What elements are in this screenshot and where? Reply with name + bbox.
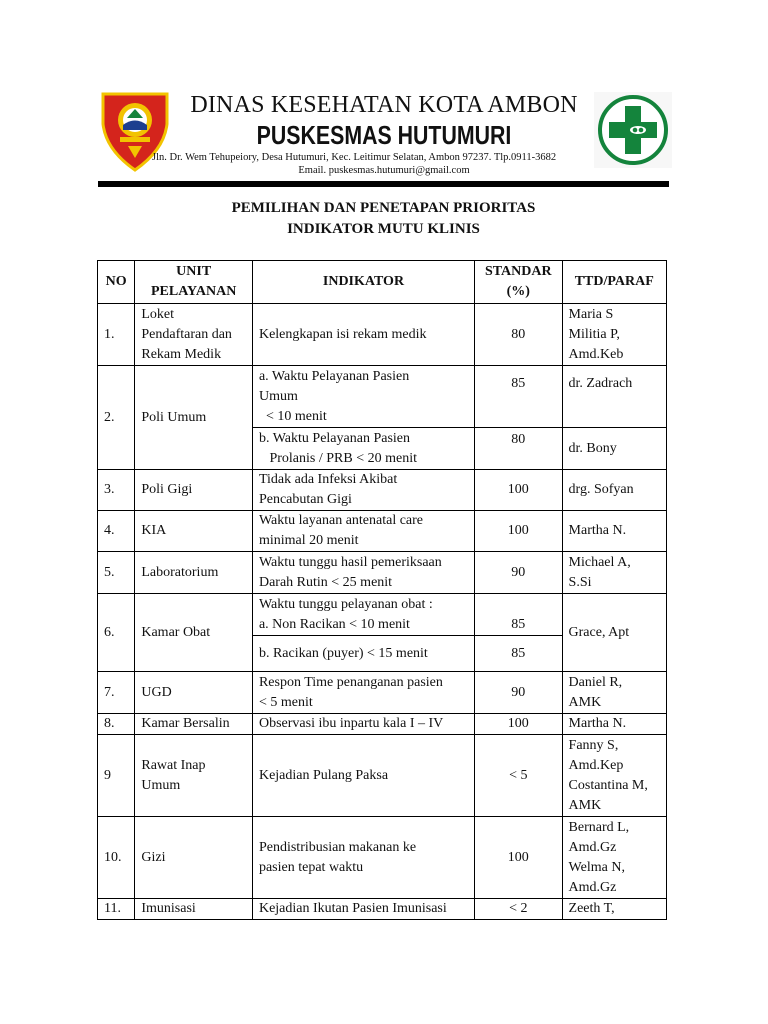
row-no: 7. (98, 672, 135, 714)
row-unit: Laboratorium (135, 552, 253, 594)
row-standar: 80 (475, 304, 563, 366)
row-standar: < 2 (475, 899, 563, 920)
row-ttd: Grace, Apt (562, 594, 666, 672)
row-ttd (562, 552, 666, 594)
row-indikator (252, 594, 474, 636)
ttd-line: Amd.Gz (568, 879, 617, 895)
row-no: 10. (98, 817, 135, 899)
row-indikator: Kelengkapan isi rekam medik (252, 304, 474, 366)
indikator-line: Waktu tunggu pelayanan obat : (258, 596, 433, 612)
indikator-line: < 10 menit (258, 408, 327, 424)
ttd-line: Amd.Kep (568, 757, 624, 773)
row-indikator: Kejadian Ikutan Pasien Imunisasi (252, 899, 474, 920)
row-unit: Kamar Obat (135, 594, 253, 672)
ttd-line: Fanny S, (568, 737, 619, 753)
table-row (98, 714, 667, 735)
indikator-line: Waktu layanan antenatal care (258, 513, 424, 528)
puskesmas-name: PUSKESMAS HUTUMURI (256, 120, 512, 150)
row-ttd: Zeeth T, (562, 899, 666, 920)
row-ttd: Martha N. (562, 511, 666, 552)
table-row (98, 304, 667, 366)
row-indikator (252, 552, 474, 594)
unit-line: Rawat Inap (141, 757, 206, 773)
row-unit: Kamar Bersalin (135, 714, 253, 735)
unit-line: Umum (141, 777, 181, 793)
ttd-line: S.Si (568, 574, 592, 590)
address-line: Jln. Dr. Wem Tehupeiory, Desa Hutumuri, Kec. Leitimur Selatan, Ambon 97237. Tlp.0911-3682 (152, 152, 557, 163)
row-standar: 90 (475, 552, 563, 594)
header-divider (98, 181, 669, 187)
row-standar: 100 (475, 817, 563, 899)
document-title-line-2: INDIKATOR MUTU KLINIS (287, 221, 480, 237)
indikator-line: b. Waktu Pelayanan Pasien (258, 430, 410, 446)
header-standar-line-2: (%) (506, 284, 530, 299)
row-ttd: dr. Bony (562, 428, 666, 470)
ttd-line: Michael A, (568, 554, 631, 570)
row-no: 9 (98, 735, 135, 817)
puskesmas-logo-icon (594, 92, 672, 168)
email-line: Email. puskesmas.hutumuri@gmail.com (298, 165, 470, 176)
row-indikator (252, 470, 474, 511)
row-ttd: dr. Zadrach (562, 366, 666, 428)
table-row (98, 817, 667, 899)
unit-line: Rekam Medik (141, 346, 222, 362)
ttd-line: AMK (568, 797, 602, 813)
row-no: 5. (98, 552, 135, 594)
indikator-line: Prolanis / PRB < 20 menit (258, 450, 417, 466)
indikator-line: Umum (258, 388, 298, 404)
indikator-line: a. Non Racikan < 10 menit (258, 616, 410, 632)
unit-line: Pendaftaran dan (141, 326, 232, 342)
ttd-line: AMK (568, 694, 602, 710)
row-ttd (562, 672, 666, 714)
row-unit: Poli Umum (135, 366, 253, 470)
ttd-line: Amd.Keb (568, 346, 624, 362)
indicator-table (97, 260, 667, 920)
table-row (98, 672, 667, 714)
row-indikator: b. Racikan (puyer) < 15 menit (252, 636, 474, 672)
indikator-line: Respon Time penanganan pasien (258, 674, 443, 690)
row-indikator (252, 817, 474, 899)
row-standar: 85 (475, 366, 563, 428)
row-standar: 100 (475, 714, 563, 735)
indikator-line: Pencabutan Gigi (258, 492, 352, 507)
row-standar: < 5 (475, 735, 563, 817)
row-ttd (562, 735, 666, 817)
table-row (98, 735, 667, 817)
document-title-line-1: PEMILIHAN DAN PENETAPAN PRIORITAS (231, 200, 536, 216)
row-ttd: drg. Sofyan (562, 470, 666, 511)
indikator-line: Waktu tunggu hasil pemeriksaan (258, 554, 442, 570)
header-standar-line-1: STANDAR (484, 264, 552, 279)
row-ttd (562, 817, 666, 899)
header-unit-line-2: PELAYANAN (151, 284, 237, 299)
ttd-line: Welma N, (568, 859, 625, 875)
unit-line: Loket (141, 306, 175, 322)
row-unit (135, 735, 253, 817)
row-standar: 90 (475, 672, 563, 714)
row-no: 11. (98, 899, 135, 920)
row-no: 4. (98, 511, 135, 552)
ttd-line: Daniel R, (568, 674, 623, 690)
header-indikator: INDIKATOR (252, 261, 474, 304)
row-indikator (252, 366, 474, 428)
ttd-line: Maria S (568, 306, 614, 322)
row-unit: Poli Gigi (135, 470, 253, 511)
row-no: 2. (98, 366, 135, 470)
table-row (98, 470, 667, 511)
indikator-line: pasien tepat waktu (258, 859, 364, 875)
indikator-line: a. Waktu Pelayanan Pasien (258, 368, 410, 384)
table-row (98, 899, 667, 920)
indikator-line: minimal 20 menit (258, 533, 359, 548)
table-row (98, 552, 667, 594)
row-unit: Imunisasi (135, 899, 253, 920)
row-unit: UGD (135, 672, 253, 714)
ttd-line: Bernard L, (568, 819, 630, 835)
row-unit: KIA (135, 511, 253, 552)
header-standar (475, 261, 563, 304)
indikator-line: Tidak ada Infeksi Akibat (258, 472, 398, 487)
row-indikator: Kejadian Pulang Paksa (252, 735, 474, 817)
row-standar: 80 (475, 428, 563, 470)
ttd-line: Costantina M, (568, 777, 648, 793)
row-ttd: Martha N. (562, 714, 666, 735)
row-ttd (562, 304, 666, 366)
header-ttd: TTD/PARAF (562, 261, 666, 304)
row-standar: 100 (475, 511, 563, 552)
row-indikator: Observasi ibu inpartu kala I – IV (252, 714, 474, 735)
indikator-line: < 5 menit (258, 694, 313, 710)
office-name: DINAS KESEHATAN KOTA AMBON (190, 92, 578, 118)
row-indikator (252, 428, 474, 470)
indikator-line: Pendistribusian makanan ke (258, 839, 417, 855)
table-row (98, 511, 667, 552)
row-no: 1. (98, 304, 135, 366)
row-no: 3. (98, 470, 135, 511)
ttd-line: Militia P, (568, 326, 620, 342)
row-indikator (252, 672, 474, 714)
row-unit (135, 304, 253, 366)
row-unit: Gizi (135, 817, 253, 899)
table-row (98, 594, 667, 636)
table-row (98, 366, 667, 428)
indikator-line: Darah Rutin < 25 menit (258, 574, 393, 590)
row-no: 8. (98, 714, 135, 735)
header-unit (135, 261, 253, 304)
row-standar: 100 (475, 470, 563, 511)
ttd-line: Amd.Gz (568, 839, 617, 855)
row-standar: 85 (475, 594, 563, 636)
row-no: 6. (98, 594, 135, 672)
table-header-row (98, 261, 667, 304)
row-indikator (252, 511, 474, 552)
header-unit-line-1: UNIT (176, 264, 212, 279)
header-no: NO (98, 261, 135, 304)
row-standar: 85 (475, 636, 563, 672)
